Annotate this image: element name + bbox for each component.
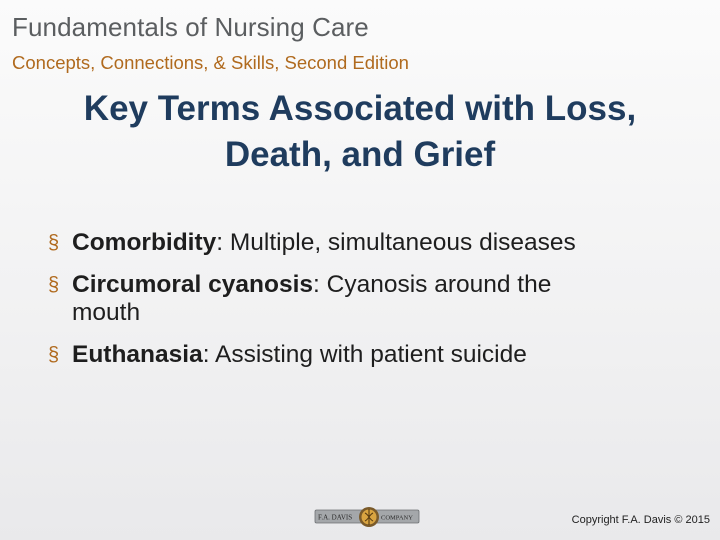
key-terms-list [48,222,688,376]
course-title: Fundamentals of Nursing Care [12,12,369,42]
term-comorbidity: Comorbidity [72,229,217,256]
copyright-text: Copyright F.A. Davis © 2015 [571,514,710,526]
logo-text-right: COMPANY [381,514,413,522]
bullet-marker-icon: § [48,232,60,254]
logo-text-left: F.A. DAVIS [318,513,353,522]
fa-davis-logo [314,503,420,531]
bullet-item-comorbidity [48,222,688,264]
definition-circumoral-cyanosis-cont: mouth [72,299,141,326]
definition-euthanasia: : Assisting with patient suicide [202,341,527,368]
definition-comorbidity: : Multiple, simultaneous diseases [216,229,576,256]
term-circumoral-cyanosis: Circumoral cyanosis [72,271,314,298]
course-subtitle: Concepts, Connections, & Skills, Second Edition [12,52,409,73]
slide-title: Key Terms Associated with Loss, Death, and Grief [83,89,637,174]
bullet-marker-icon: § [48,274,60,296]
term-euthanasia: Euthanasia [72,341,203,368]
definition-circumoral-cyanosis: : Cyanosis around the [313,271,552,298]
bullet-marker-icon: § [48,344,60,366]
bullet-item-euthanasia [48,334,688,376]
bullet-item-circumoral-cyanosis [48,264,688,326]
